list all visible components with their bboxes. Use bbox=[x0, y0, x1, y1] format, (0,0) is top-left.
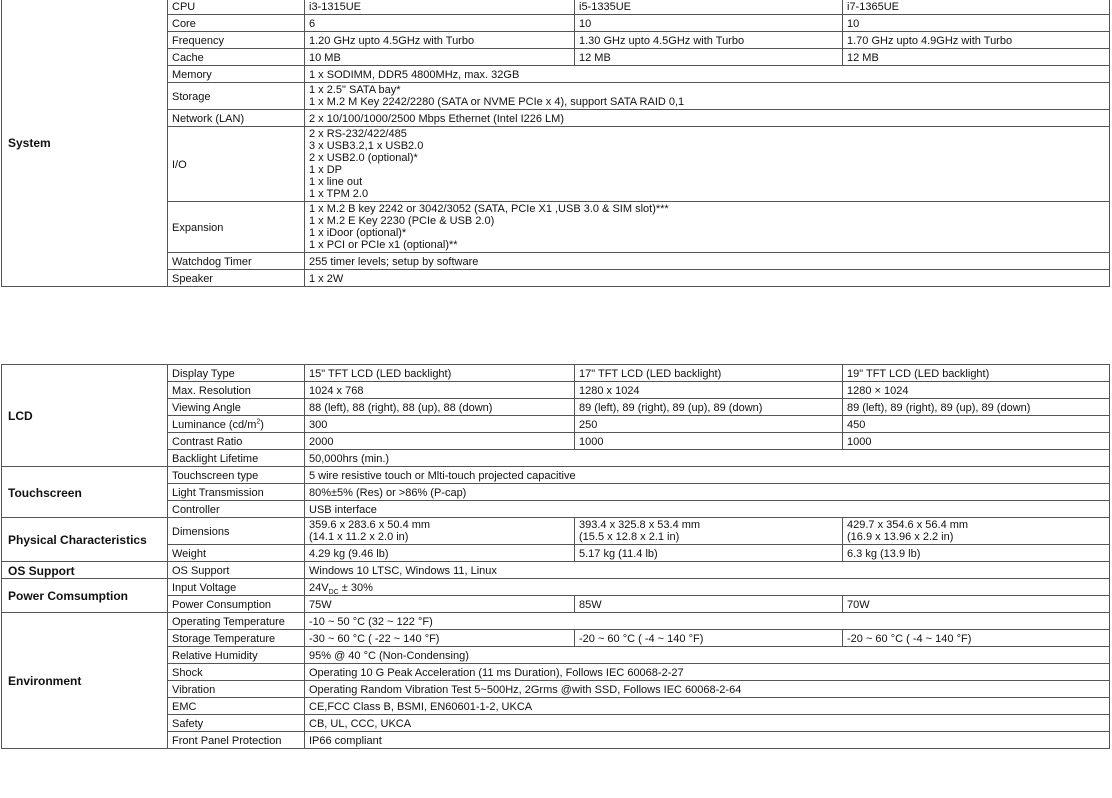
row-label-front-panel: Front Panel Protection bbox=[168, 732, 305, 749]
table-row bbox=[2, 127, 1110, 202]
input-voltage-value bbox=[305, 579, 1110, 596]
core-value-3: 10 bbox=[843, 15, 1110, 32]
row-label-storage: Storage bbox=[168, 83, 305, 110]
row-label-os: OS Support bbox=[168, 562, 305, 579]
table-row bbox=[2, 562, 1110, 579]
table-row bbox=[2, 698, 1110, 715]
cache-value-2: 12 MB bbox=[575, 49, 843, 66]
expansion-line: 1 x M.2 B key 2242 or 3042/3052 (SATA, PCIe X1 ,USB 3.0 & SIM slot)*** bbox=[309, 203, 669, 215]
storage-value bbox=[305, 83, 1110, 110]
row-label-viewing-angle: Viewing Angle bbox=[168, 399, 305, 416]
core-value-2: 10 bbox=[575, 15, 843, 32]
expansion-line: 1 x M.2 E Key 2230 (PCIe & USB 2.0) bbox=[309, 215, 495, 227]
storage-temp-value-3: -20 ~ 60 °C ( -4 ~ 140 °F) bbox=[843, 630, 1110, 647]
table-row bbox=[2, 596, 1110, 613]
light-transmission-value: 80%±5% (Res) or >86% (P-cap) bbox=[305, 484, 1110, 501]
core-value-1: 6 bbox=[305, 15, 575, 32]
luminance-label-end: ) bbox=[260, 418, 264, 431]
table-row bbox=[2, 416, 1110, 433]
io-line: 1 x line out bbox=[309, 176, 363, 188]
table-row bbox=[2, 630, 1110, 647]
viewing-angle-value-2: 89 (left), 89 (right), 89 (up), 89 (down) bbox=[575, 399, 843, 416]
resolution-value-1: 1024 x 768 bbox=[305, 382, 575, 399]
row-label-dimensions: Dimensions bbox=[168, 518, 305, 545]
cpu-value-1: i3-1315UE bbox=[305, 0, 575, 15]
row-label-cpu: CPU bbox=[168, 0, 305, 15]
dimensions-value-1 bbox=[305, 518, 575, 545]
table-row bbox=[2, 518, 1110, 545]
category-system: System bbox=[2, 0, 168, 287]
display-type-value-2: 17" TFT LCD (LED backlight) bbox=[575, 365, 843, 382]
table-row bbox=[2, 664, 1110, 681]
row-label-core: Core bbox=[168, 15, 305, 32]
io-line: 3 x USB3.2,1 x USB2.0 bbox=[309, 140, 424, 152]
controller-value: USB interface bbox=[305, 501, 1110, 518]
emc-value: CE,FCC Class B, BSMI, EN60601-1-2, UKCA bbox=[305, 698, 1110, 715]
display-spec-table bbox=[1, 364, 1110, 749]
row-label-operating-temp: Operating Temperature bbox=[168, 613, 305, 630]
storage-line: 1 x 2.5" SATA bay* bbox=[309, 84, 401, 96]
dimensions-line: 359.6 x 283.6 x 50.4 mm bbox=[309, 519, 431, 531]
resolution-value-2: 1280 x 1024 bbox=[575, 382, 843, 399]
speaker-value: 1 x 2W bbox=[305, 270, 1110, 287]
row-label-touchscreen-type: Touchscreen type bbox=[168, 467, 305, 484]
os-value: Windows 10 LTSC, Windows 11, Linux bbox=[305, 562, 1110, 579]
io-line: 1 x TPM 2.0 bbox=[309, 188, 369, 200]
viewing-angle-value-3: 89 (left), 89 (right), 89 (up), 89 (down) bbox=[843, 399, 1110, 416]
row-label-input-voltage: Input Voltage bbox=[168, 579, 305, 596]
shock-value: Operating 10 G Peak Acceleration (11 ms Duration), Follows IEC 60068-2-27 bbox=[305, 664, 1110, 681]
io-line: 2 x USB2.0 (optional)* bbox=[309, 152, 418, 164]
table-row bbox=[2, 647, 1110, 664]
contrast-value-1: 2000 bbox=[305, 433, 575, 450]
category-power: Power Comsumption bbox=[2, 579, 168, 613]
row-label-max-resolution: Max. Resolution bbox=[168, 382, 305, 399]
dimensions-line: (16.9 x 13.96 x 2.2 in) bbox=[847, 531, 954, 543]
storage-temp-value-2: -20 ~ 60 °C ( -4 ~ 140 °F) bbox=[575, 630, 843, 647]
cache-value-3: 12 MB bbox=[843, 49, 1110, 66]
row-label-display-type: Display Type bbox=[168, 365, 305, 382]
table-row bbox=[2, 0, 1110, 15]
weight-value-1: 4.29 kg (9.46 lb) bbox=[305, 545, 575, 562]
category-lcd: LCD bbox=[2, 365, 168, 467]
io-value bbox=[305, 127, 1110, 202]
row-label-contrast: Contrast Ratio bbox=[168, 433, 305, 450]
category-os: OS Support bbox=[2, 562, 168, 579]
table-row bbox=[2, 613, 1110, 630]
frequency-value-1: 1.20 GHz upto 4.5GHz with Turbo bbox=[305, 32, 575, 49]
table-row bbox=[2, 83, 1110, 110]
row-label-cache: Cache bbox=[168, 49, 305, 66]
row-label-luminance bbox=[168, 416, 305, 433]
voltage-number: 24V bbox=[309, 581, 329, 594]
vibration-value: Operating Random Vibration Test 5~500Hz, 2Grms @with SSD, Follows IEC 60068-2-64 bbox=[305, 681, 1110, 698]
voltage-sub: DC bbox=[328, 588, 339, 596]
table-row bbox=[2, 49, 1110, 66]
table-row bbox=[2, 450, 1110, 467]
system-spec-table bbox=[1, 0, 1110, 287]
category-touchscreen: Touchscreen bbox=[2, 467, 168, 518]
storage-line: 1 x M.2 M Key 2242/2280 (SATA or NVME PCIe x 4), support SATA RAID 0,1 bbox=[309, 96, 685, 108]
power-value-1: 75W bbox=[305, 596, 575, 613]
cpu-value-3: i7-1365UE bbox=[843, 0, 1110, 15]
row-label-light-transmission: Light Transmission bbox=[168, 484, 305, 501]
table-row bbox=[2, 15, 1110, 32]
expansion-value bbox=[305, 202, 1110, 253]
row-label-watchdog: Watchdog Timer bbox=[168, 253, 305, 270]
table-row bbox=[2, 110, 1110, 127]
voltage-tolerance: ± 30% bbox=[338, 581, 373, 594]
luminance-label-sup: 2 bbox=[256, 417, 261, 425]
frequency-value-2: 1.30 GHz upto 4.5GHz with Turbo bbox=[575, 32, 843, 49]
dimensions-value-2 bbox=[575, 518, 843, 545]
weight-value-2: 5.17 kg (11.4 lb) bbox=[575, 545, 843, 562]
row-label-vibration: Vibration bbox=[168, 681, 305, 698]
category-physical: Physical Characteristics bbox=[2, 518, 168, 562]
row-label-storage-temp: Storage Temperature bbox=[168, 630, 305, 647]
resolution-value-3: 1280 × 1024 bbox=[843, 382, 1110, 399]
humidity-value: 95% @ 40 °C (Non-Condensing) bbox=[305, 647, 1110, 664]
table-row bbox=[2, 399, 1110, 416]
network-value: 2 x 10/100/1000/2500 Mbps Ethernet (Intel I226 LM) bbox=[305, 110, 1110, 127]
row-label-safety: Safety bbox=[168, 715, 305, 732]
contrast-value-2: 1000 bbox=[575, 433, 843, 450]
dimensions-line: (15.5 x 12.8 x 2.1 in) bbox=[579, 531, 680, 543]
storage-temp-value-1: -30 ~ 60 °C ( -22 ~ 140 °F) bbox=[305, 630, 575, 647]
operating-temp-value: -10 ~ 50 °C (32 ~ 122 °F) bbox=[305, 613, 1110, 630]
backlight-value: 50,000hrs (min.) bbox=[305, 450, 1110, 467]
expansion-line: 1 x PCI or PCIe x1 (optional)** bbox=[309, 239, 458, 251]
row-label-frequency: Frequency bbox=[168, 32, 305, 49]
row-label-io: I/O bbox=[168, 127, 305, 202]
table-row bbox=[2, 202, 1110, 253]
row-label-network: Network (LAN) bbox=[168, 110, 305, 127]
table-row bbox=[2, 382, 1110, 399]
dimensions-line: 429.7 x 354.6 x 56.4 mm bbox=[847, 519, 969, 531]
front-panel-value: IP66 compliant bbox=[305, 732, 1110, 749]
table-row bbox=[2, 433, 1110, 450]
weight-value-3: 6.3 kg (13.9 lb) bbox=[843, 545, 1110, 562]
io-line: 1 x DP bbox=[309, 164, 343, 176]
table-row bbox=[2, 365, 1110, 382]
cache-value-1: 10 MB bbox=[305, 49, 575, 66]
frequency-value-3: 1.70 GHz upto 4.9GHz with Turbo bbox=[843, 32, 1110, 49]
table-row bbox=[2, 270, 1110, 287]
dimensions-line: 393.4 x 325.8 x 53.4 mm bbox=[579, 519, 701, 531]
row-label-expansion: Expansion bbox=[168, 202, 305, 253]
table-row bbox=[2, 579, 1110, 596]
table-row bbox=[2, 501, 1110, 518]
power-value-3: 70W bbox=[843, 596, 1110, 613]
memory-value: 1 x SODIMM, DDR5 4800MHz, max. 32GB bbox=[305, 66, 1110, 83]
dimensions-value-3 bbox=[843, 518, 1110, 545]
power-value-2: 85W bbox=[575, 596, 843, 613]
dimensions-line: (14.1 x 11.2 x 2.0 in) bbox=[309, 531, 409, 543]
table-row bbox=[2, 253, 1110, 270]
luminance-value-3: 450 bbox=[843, 416, 1110, 433]
row-label-speaker: Speaker bbox=[168, 270, 305, 287]
luminance-value-2: 250 bbox=[575, 416, 843, 433]
row-label-memory: Memory bbox=[168, 66, 305, 83]
category-environment: Environment bbox=[2, 613, 168, 749]
viewing-angle-value-1: 88 (left), 88 (right), 88 (up), 88 (down) bbox=[305, 399, 575, 416]
row-label-shock: Shock bbox=[168, 664, 305, 681]
table-row bbox=[2, 545, 1110, 562]
row-label-controller: Controller bbox=[168, 501, 305, 518]
table-row bbox=[2, 66, 1110, 83]
table-row bbox=[2, 32, 1110, 49]
table-row bbox=[2, 467, 1110, 484]
row-label-weight: Weight bbox=[168, 545, 305, 562]
io-line: 2 x RS-232/422/485 bbox=[309, 128, 407, 140]
table-row bbox=[2, 715, 1110, 732]
row-label-power-consumption: Power Consumption bbox=[168, 596, 305, 613]
table-row bbox=[2, 732, 1110, 749]
touchscreen-type-value: 5 wire resistive touch or Mlti-touch projected capacitive bbox=[305, 467, 1110, 484]
row-label-emc: EMC bbox=[168, 698, 305, 715]
row-label-humidity: Relative Humidity bbox=[168, 647, 305, 664]
watchdog-value: 255 timer levels; setup by software bbox=[305, 253, 1110, 270]
display-type-value-1: 15" TFT LCD (LED backlight) bbox=[305, 365, 575, 382]
contrast-value-3: 1000 bbox=[843, 433, 1110, 450]
table-row bbox=[2, 484, 1110, 501]
cpu-value-2: i5-1335UE bbox=[575, 0, 843, 15]
expansion-line: 1 x iDoor (optional)* bbox=[309, 227, 407, 239]
luminance-label-text: Luminance (cd/m bbox=[172, 418, 257, 431]
table-row bbox=[2, 681, 1110, 698]
display-type-value-3: 19" TFT LCD (LED backlight) bbox=[843, 365, 1110, 382]
row-label-backlight: Backlight Lifetime bbox=[168, 450, 305, 467]
safety-value: CB, UL, CCC, UKCA bbox=[305, 715, 1110, 732]
luminance-value-1: 300 bbox=[305, 416, 575, 433]
